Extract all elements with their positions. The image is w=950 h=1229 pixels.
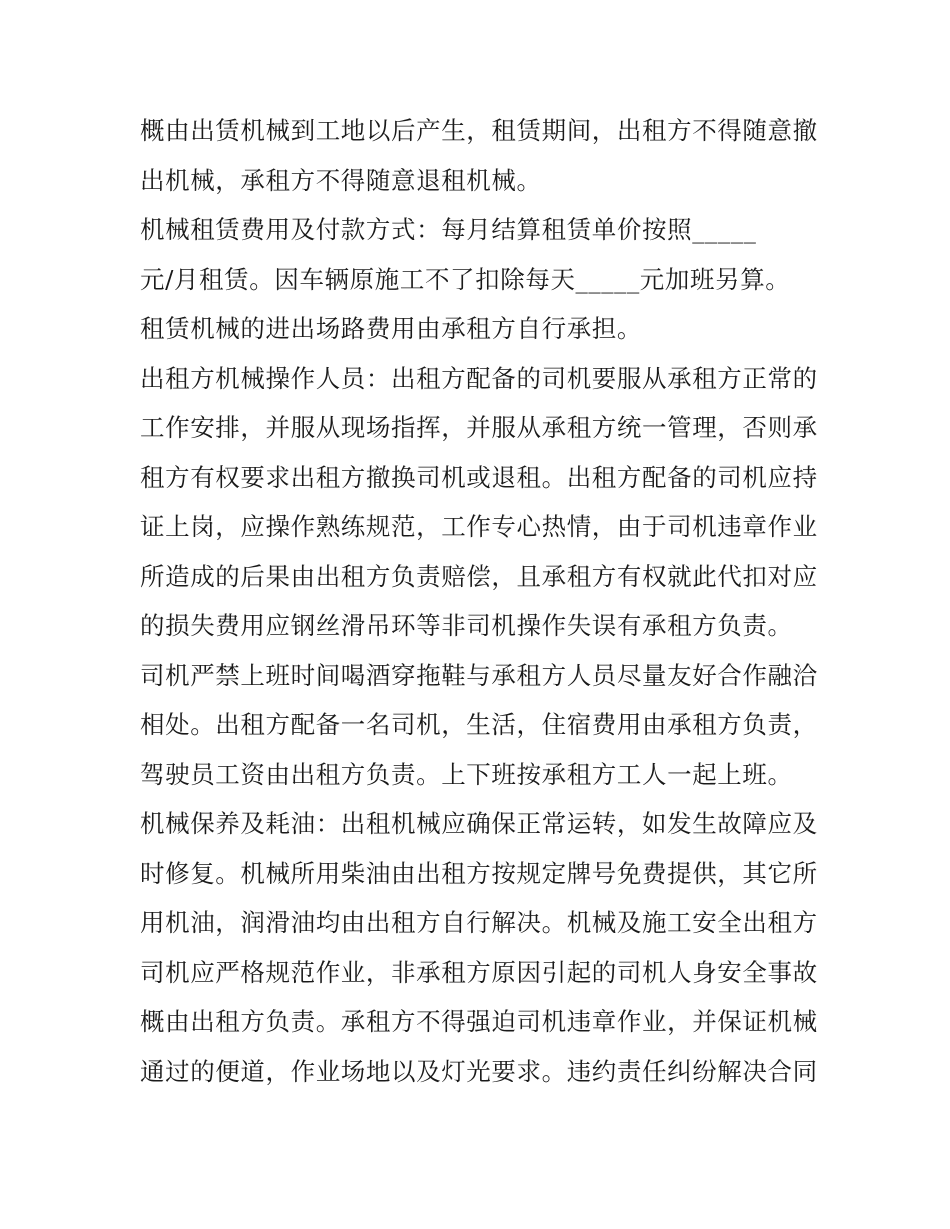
text-line: 出机械，承租方不得随意退租机械。	[140, 165, 542, 195]
text-line: 用机油，润滑油均由出租方自行解决。机械及施工安全出租方	[140, 908, 818, 937]
text-line: 所造成的后果由出租方负责赔偿，且承租方有权就此代扣对应	[140, 561, 818, 591]
text-line: 概由出租方负责。承租方不得强迫司机违章作业，并保证机械	[140, 1007, 818, 1036]
text-line: 租方有权要求出租方撤换司机或退租。出租方配备的司机应持	[140, 462, 818, 492]
text-line: 机械租赁费用及付款方式：每月结算租赁单价按照_____	[140, 215, 757, 244]
text-line: 机械保养及耗油：出租机械应确保正常运转，如发生故障应及	[140, 809, 818, 838]
text-line: 通过的便道，作业场地以及灯光要求。违约责任纠纷解决合同	[140, 1056, 818, 1086]
text-line: 驾驶员工资由出租方负责。上下班按承租方工人一起上班。	[140, 759, 793, 789]
text-line: 相处。出租方配备一名司机，生活，住宿费用由承租方负责，	[140, 710, 818, 739]
text-line: 证上岗，应操作熟练规范，工作专心热情，由于司机违章作业	[140, 512, 818, 541]
document-body	[140, 106, 820, 1096]
text-line: 概由出赁机械到工地以后产生，租赁期间，出租方不得随意撤	[140, 116, 818, 145]
text-line: 司机应严格规范作业，非承租方原因引起的司机人身安全事故	[140, 957, 818, 987]
text-line: 的损失费用应钢丝滑吊环等非司机操作失误有承租方负责。	[140, 611, 793, 640]
text-line: 元/月租赁。因车辆原施工不了扣除每天_____元加班另算。	[140, 264, 791, 294]
text-line: 出租方机械操作人员：出租方配备的司机要服从承租方正常的	[140, 363, 818, 393]
text-line: 工作安排，并服从现场指挥，并服从承租方统一管理，否则承	[140, 413, 818, 442]
text-line: 租赁机械的进出场路费用由承租方自行承担。	[140, 314, 642, 343]
text-line: 司机严禁上班时间喝酒穿拖鞋与承租方人员尽量友好合作融洽	[140, 660, 818, 690]
text-line: 时修复。机械所用柴油由出租方按规定牌号免费提供，其它所	[140, 858, 818, 888]
